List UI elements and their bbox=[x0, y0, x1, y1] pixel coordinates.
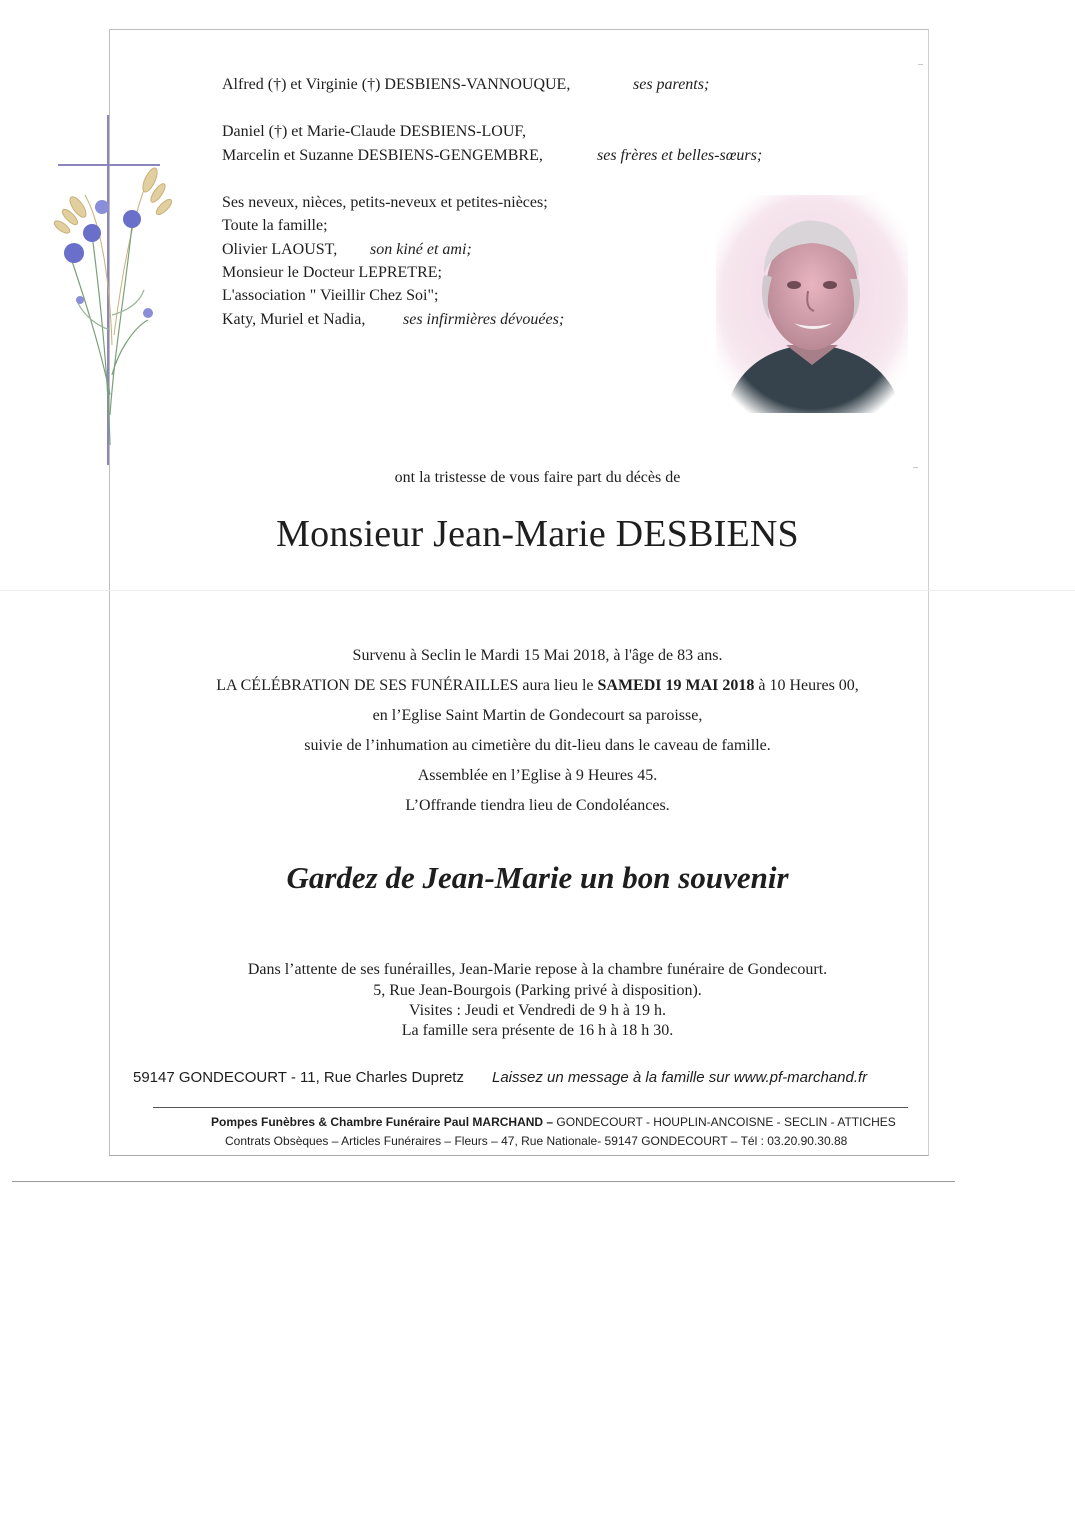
family-line: Marcelin et Suzanne DESBIENS-GENGEMBRE, bbox=[222, 147, 543, 164]
portrait-photo bbox=[716, 195, 908, 413]
message-link[interactable]: Laissez un message à la famille sur www.pf-marchand.fr bbox=[492, 1069, 868, 1086]
burial-info: suivie de l’inhumation au cimetière du dit-lieu dans le caveau de famille. bbox=[304, 737, 771, 754]
footer-services: Contrats Obsèques – Articles Funéraires – Fleurs – 47, Rue Nationale- 59147 GONDECOURT – Tél : 03.20.90.30.88 bbox=[225, 1134, 848, 1148]
footer-company bbox=[211, 1112, 896, 1132]
family-line: Daniel (†) et Marie-Claude DESBIENS-LOUF, bbox=[222, 123, 526, 140]
family-line: Olivier LAOUST, bbox=[222, 241, 338, 258]
funeral-home-address: 59147 GONDECOURT - 11, Rue Charles Dupretz bbox=[133, 1069, 464, 1086]
cross-flowers-illustration bbox=[40, 115, 180, 465]
viewing-info: Dans l’attente de ses funérailles, Jean-Marie repose à la chambre funéraire de Gondecourt. bbox=[247, 961, 828, 978]
footer-company-name: Pompes Funèbres & Chambre Funéraire Paul MARCHAND – bbox=[211, 1115, 554, 1129]
footer-company-locations: GONDECOURT - HOUPLIN-ANCOISNE - SECLIN - ATTICHES bbox=[553, 1115, 896, 1129]
footer-divider bbox=[153, 1107, 908, 1108]
family-relation: ses parents; bbox=[633, 76, 710, 93]
family-line: Monsieur le Docteur LEPRETRE; bbox=[222, 264, 442, 281]
scan-bottom-edge bbox=[12, 1181, 955, 1182]
funeral-info-suffix: à 10 Heures 00, bbox=[754, 677, 859, 694]
family-relation: son kiné et ami; bbox=[370, 241, 472, 258]
family-presence: La famille sera présente de 16 h à 18 h 30. bbox=[401, 1022, 674, 1039]
funeral-info-prefix: LA CÉLÉBRATION DE SES FUNÉRAILLES aura lieu le bbox=[216, 677, 598, 694]
viewing-address: 5, Rue Jean-Bourgois (Parking privé à disposition). bbox=[373, 982, 702, 999]
family-line: Toute la famille; bbox=[222, 217, 328, 234]
family-line: Alfred (†) et Virginie (†) DESBIENS-VANNOUQUE, bbox=[222, 76, 571, 93]
family-line: Katy, Muriel et Nadia, bbox=[222, 311, 366, 328]
funeral-info bbox=[0, 677, 1075, 695]
family-line: Ses neveux, nièces, petits-neveux et petites-nièces; bbox=[222, 194, 548, 211]
remembrance-quote: Gardez de Jean-Marie un bon souvenir bbox=[286, 860, 789, 895]
offering-info: L’Offrande tiendra lieu de Condoléances. bbox=[405, 797, 670, 814]
viewing-hours: Visites : Jeudi et Vendredi de 9 h à 19 h. bbox=[409, 1002, 666, 1019]
family-relation: ses frères et belles-sœurs; bbox=[597, 147, 763, 164]
church-info: en l’Eglise Saint Martin de Gondecourt sa paroisse, bbox=[372, 707, 703, 724]
death-info: Survenu à Seclin le Mardi 15 Mai 2018, à l'âge de 83 ans. bbox=[352, 647, 723, 664]
funeral-date: SAMEDI 19 MAI 2018 bbox=[597, 677, 755, 694]
scan-speck bbox=[918, 64, 923, 65]
family-relation: ses infirmières dévouées; bbox=[403, 311, 565, 328]
assembly-info: Assemblée en l’Eglise à 9 Heures 45. bbox=[417, 767, 658, 784]
fold-line bbox=[0, 590, 1075, 591]
family-line: L'association " Vieillir Chez Soi"; bbox=[222, 287, 439, 304]
intro-text: ont la tristesse de vous faire part du décès de bbox=[394, 469, 681, 486]
deceased-name: Monsieur Jean-Marie DESBIENS bbox=[276, 513, 799, 555]
scan-speck bbox=[913, 467, 918, 468]
